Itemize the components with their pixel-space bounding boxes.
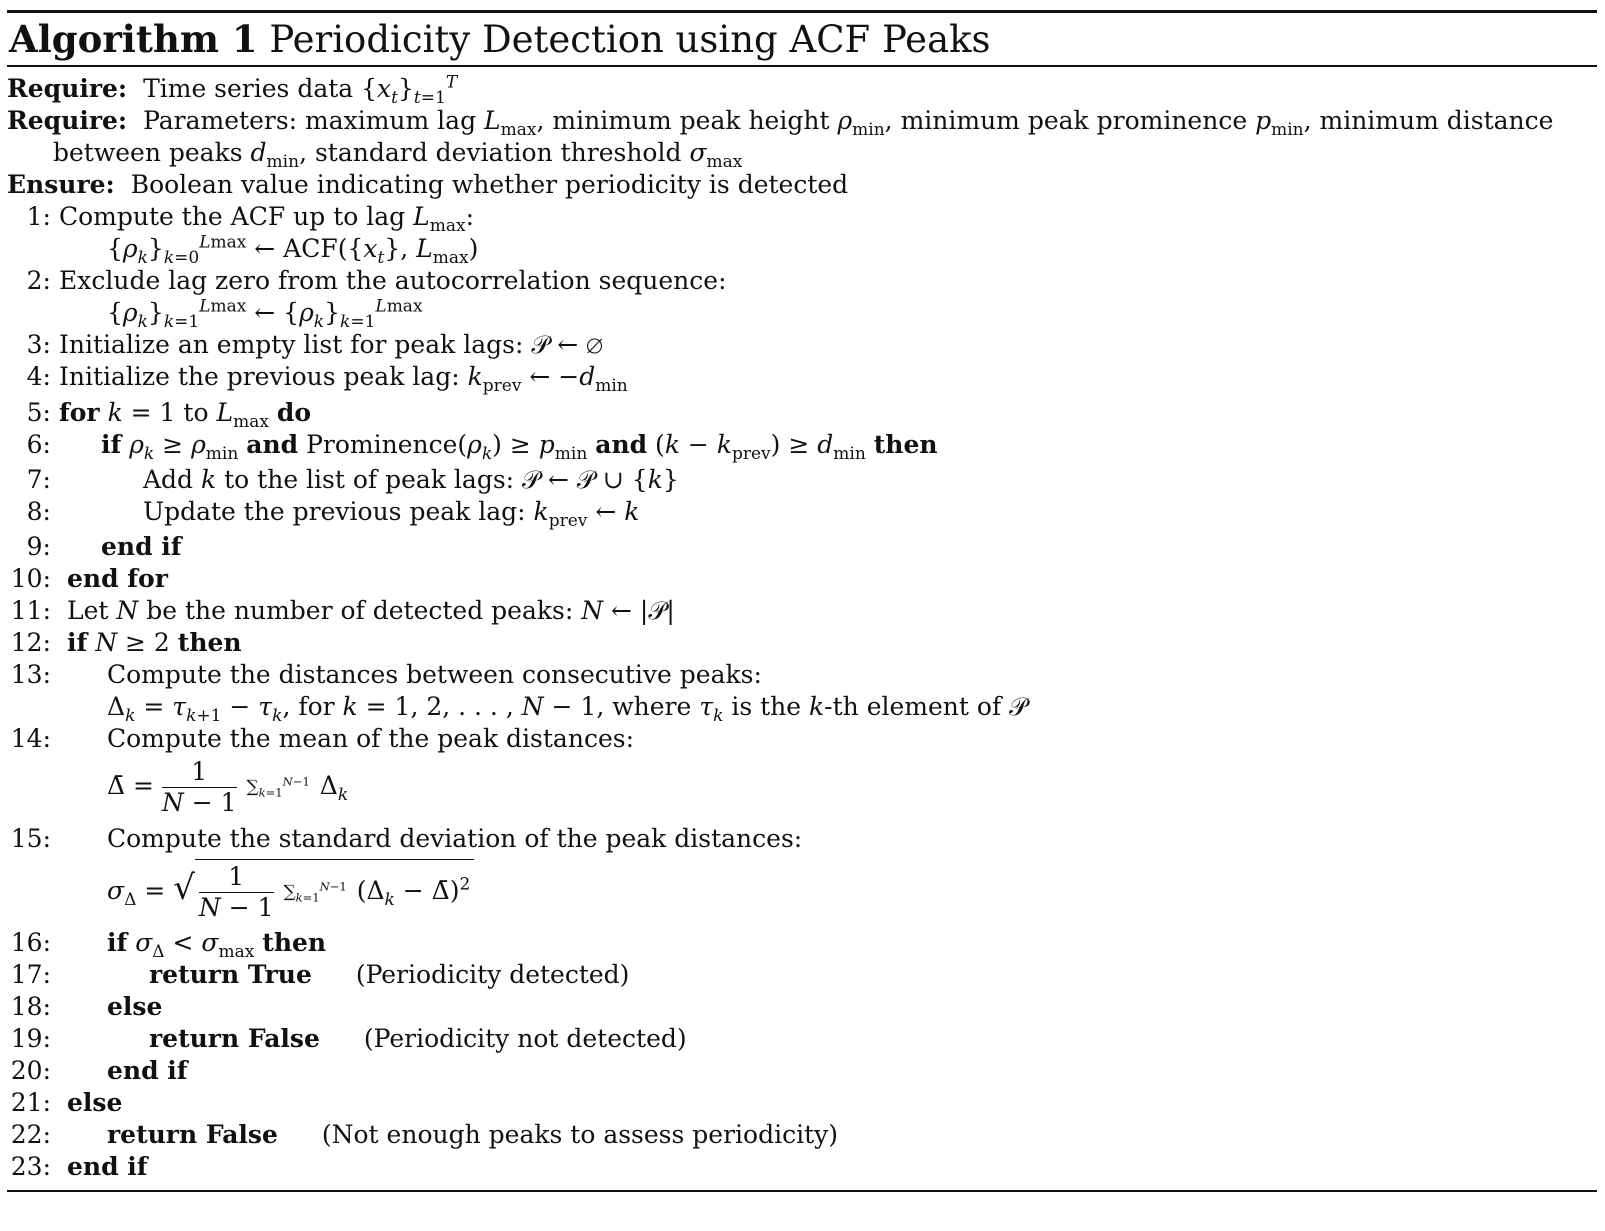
step-text: Add <box>143 464 194 494</box>
algorithm-block <box>7 10 1597 1183</box>
step-7: 7: Add k to the list of peak lags: 𝒫 ← 𝒫 ∪ {k} <box>7 464 1597 496</box>
bottom-rule <box>7 1190 1597 1192</box>
keyword-end-if: end if <box>67 1151 148 1181</box>
algorithm-title <box>7 13 1597 65</box>
require-label: Require: <box>7 105 128 135</box>
step-3: 3: Initialize an empty list for peak lags: 𝒫 ← ∅ <box>7 329 1597 361</box>
fraction: $\frac{1}{N - 1}$ <box>198 861 274 922</box>
line-number: 5: <box>26 397 51 427</box>
keyword-end-if: end if <box>101 531 182 561</box>
keyword-then: then <box>873 429 938 459</box>
step-14-formula: Δ̄ = $\frac{1}{N - 1}$ $\sum_{k=1}^{N-1}$ $\Delta_k$ <box>107 756 349 817</box>
step-text: Compute the standard deviation of the peak distances: <box>107 823 803 853</box>
line-number: 1: <box>26 201 51 231</box>
keyword-return-false: return False <box>107 1119 278 1149</box>
keyword-then: then <box>177 627 242 657</box>
keyword-return-false: return False <box>149 1023 320 1053</box>
fraction: $\frac{1}{N - 1}$ <box>161 756 237 817</box>
line-number: 3: <box>26 329 51 359</box>
step-text: be the number of detected peaks: <box>146 595 574 625</box>
require-params-text: , minimum distance <box>1303 105 1554 135</box>
algorithm-name: Periodicity Detection using ACF Peaks <box>269 18 991 61</box>
line-number: 11: <box>10 595 51 625</box>
step-11: 11: Let N be the number of detected peaks: N ← |𝒫| <box>7 595 1597 627</box>
require-label: Require: <box>7 73 128 103</box>
line-number: 14: <box>10 723 51 753</box>
line-number: 18: <box>10 991 51 1021</box>
step-text: Compute the mean of the peak distances: <box>107 723 634 753</box>
line-number: 22: <box>10 1119 51 1149</box>
line-number: 2: <box>26 265 51 295</box>
keyword-return-true: return True <box>149 959 312 989</box>
step-comment: (Periodicity not detected) <box>363 1023 687 1053</box>
step-text: Initialize an empty list for peak lags: <box>59 329 524 359</box>
ensure-line <box>7 169 1597 201</box>
step-1: 1: Compute the ACF up to lag $L_{max}$: <box>7 201 1597 233</box>
step-text: Compute the distances between consecutive peaks: <box>107 659 762 689</box>
step-text: , where <box>596 691 692 721</box>
line-number: 19: <box>10 1023 51 1053</box>
step-2 <box>7 265 1597 297</box>
keyword-else: else <box>107 991 163 1021</box>
line-number: 16: <box>10 927 51 957</box>
keyword-end-if: end if <box>107 1055 188 1085</box>
step-2-formula: $\{\rho_k\}_{k=1}^{Lmax}$ ← $\{\rho_k\}_{k=1}^{Lmax}$ <box>107 296 423 332</box>
require-params-text: between peaks <box>53 137 243 167</box>
keyword-if: if <box>107 927 128 957</box>
line-number: 17: <box>10 959 51 989</box>
step-14 <box>7 723 1597 755</box>
require-line-2: Require: Parameters: maximum lag $L_{max}$, minimum peak height $\rho_{min}$, minimum peak prominence $p_{min}$, minimum distance <box>7 105 1554 140</box>
step-15 <box>7 823 1597 855</box>
step-text: to the list of peak lags: <box>224 464 515 494</box>
require-params-text: , standard deviation threshold <box>299 137 682 167</box>
step-text: Prominence( <box>306 429 468 459</box>
algorithm-body <box>7 67 1597 1183</box>
ensure-text: Boolean value indicating whether periodicity is detected <box>130 169 849 199</box>
step-21 <box>7 1087 1597 1119</box>
keyword-and: and <box>246 429 299 459</box>
step-16: 16: if $\sigma_\Delta < \sigma_{max}$ then <box>7 927 1597 959</box>
algorithm-label: Algorithm 1 <box>9 17 258 61</box>
step-text: Compute the ACF up to lag <box>59 201 406 231</box>
step-comment: (Not enough peaks to assess periodicity) <box>321 1119 839 1149</box>
step-1-formula: $\{\rho_k\}_{k=0}^{Lmax}$ ← $ACF(\{x_t\}$, $L_{max}$) <box>107 232 479 268</box>
step-text: , for <box>282 691 335 721</box>
keyword-do: do <box>276 397 312 427</box>
keyword-to: to <box>183 397 209 427</box>
keyword-if: if <box>101 429 122 459</box>
keyword-for: for <box>59 397 100 427</box>
keyword-then: then <box>262 927 327 957</box>
step-15-formula: $\sigma_\Delta$ = √ $\frac{1}{N - 1}$ $\sum_{k=1}^{N-1}$ ($\Delta_k$ − Δ̄)$^2$ <box>7 855 1597 927</box>
step-5: 5: for k = 1 to $L_{max}$ do <box>7 397 1597 429</box>
line-number: 23: <box>10 1151 51 1181</box>
step-18 <box>7 991 1597 1023</box>
require-params-text: Parameters: maximum lag <box>143 105 477 135</box>
keyword-end-for: end for <box>67 563 168 593</box>
require-line-2-cont: between peaks $d_{min}$, standard deviation threshold $\sigma_{max}$ <box>53 137 743 172</box>
line-number: 21: <box>10 1087 51 1117</box>
step-23 <box>7 1151 1597 1183</box>
line-number: 12: <box>10 627 51 657</box>
require-text: Time series data <box>143 73 354 103</box>
line-number: 7: <box>26 464 51 494</box>
line-number: 20: <box>10 1055 51 1085</box>
keyword-if: if <box>67 627 88 657</box>
line-number: 9: <box>26 531 51 561</box>
step-20 <box>7 1055 1597 1087</box>
line-number: 15: <box>10 823 51 853</box>
ensure-label: Ensure: <box>7 169 115 199</box>
step-10 <box>7 563 1597 595</box>
step-text: -th element of <box>824 691 1002 721</box>
step-6: 6: if $\rho_k \ge \rho_{min}$ and $Prominence(\rho_k) \ge p_{min}$ and $(k - k_{prev}) \ge d_{min}$ then <box>7 429 1597 461</box>
step-17 <box>7 959 1597 991</box>
keyword-else: else <box>67 1087 123 1117</box>
step-text: Exclude lag zero from the autocorrelation sequence: <box>59 265 727 295</box>
step-22 <box>7 1119 1597 1151</box>
step-text: Initialize the previous peak lag: <box>59 361 460 391</box>
step-13-formula: $\Delta_k = \tau_{k+1} - \tau_k$, for k = 1, 2, . . . , N − 1, where $\tau_k$ is the k-th element of 𝒫 <box>107 691 1028 726</box>
step-12: 12: if N ≥ 2 then <box>7 627 1597 659</box>
line-number: 8: <box>26 496 51 526</box>
step-4: 4: Initialize the previous peak lag: $k_{prev}$ ← $-d_{min}$ <box>7 361 1597 393</box>
step-text: Update the previous peak lag: <box>143 496 526 526</box>
line-number: 4: <box>26 361 51 391</box>
step-text: is the <box>731 691 802 721</box>
line-number: 6: <box>26 429 51 459</box>
line-number: 10: <box>10 563 51 593</box>
require-params-text: , minimum peak prominence <box>884 105 1248 135</box>
step-13 <box>7 659 1597 691</box>
step-comment: (Periodicity detected) <box>355 959 630 989</box>
line-number: 13: <box>10 659 51 689</box>
require-params-text: , minimum peak height <box>536 105 830 135</box>
step-9 <box>7 531 1597 563</box>
require-line-1: Require: Time series data $\{x_t\}_{t=1}^T$ <box>7 72 458 108</box>
keyword-and: and <box>595 429 648 459</box>
step-text: Let <box>67 595 109 625</box>
step-19 <box>7 1023 1597 1055</box>
step-8: 8: Update the previous peak lag: $k_{prev}$ ← k <box>7 496 1597 528</box>
